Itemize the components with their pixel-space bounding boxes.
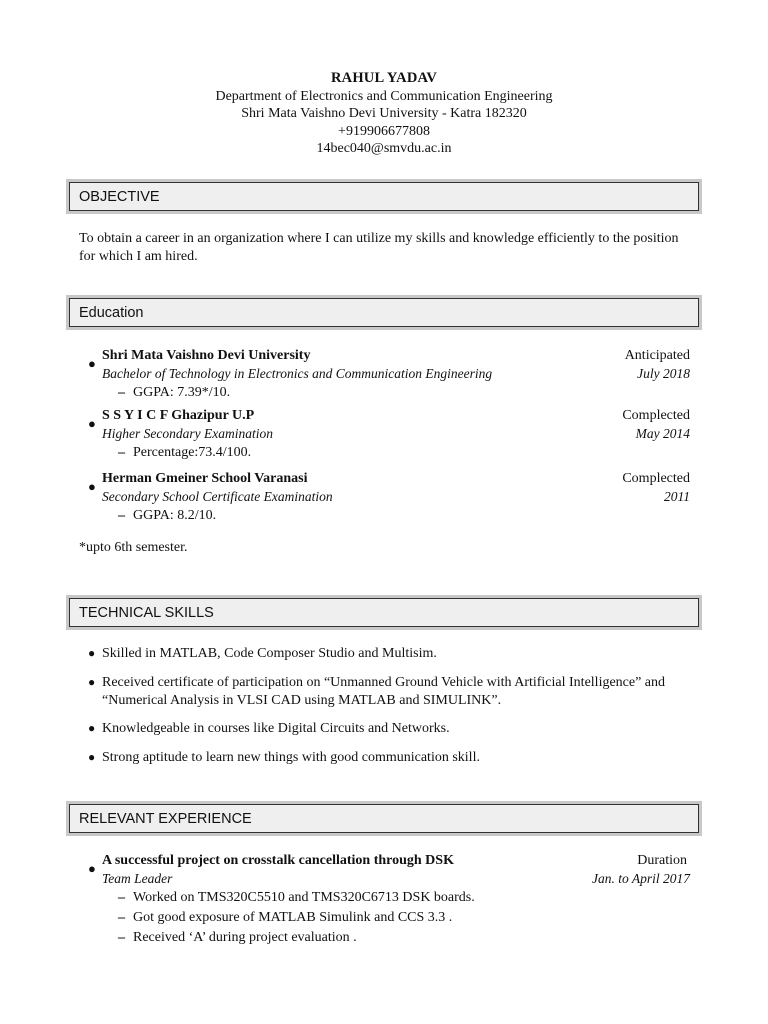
education-status: Anticipated [624, 348, 690, 363]
institution-name: Herman Gmeiner School Varanasi [102, 471, 308, 486]
education-detail: Percentage:73.4/100. [133, 445, 252, 460]
bullet-dot-icon: ● [88, 750, 96, 764]
university-line: Shri Mata Vaishno Devi University - Katra 182320 [241, 106, 527, 121]
education-date: May 2014 [635, 426, 690, 441]
bullet-dot-icon: ● [88, 416, 96, 431]
bullet-dot-icon: ● [88, 675, 96, 689]
degree-name: Higher Secondary Examination [102, 426, 273, 441]
dash-icon: – [118, 445, 125, 460]
education-status: Complected [622, 471, 690, 486]
degree-name: Bachelor of Technology in Electronics and Communication Engineering [102, 366, 493, 381]
education-item [79, 470, 691, 526]
institution-name: S S Y I C F Ghazipur U.P [102, 408, 255, 423]
project-role: Team Leader [102, 871, 173, 886]
bullet-dot-icon: ● [88, 721, 96, 735]
objective-text: To obtain a career in an organization where I can utilize my skills and knowledge efficiently to the position for which I am hired. [79, 231, 679, 264]
education-item [79, 407, 691, 463]
project-dates: Jan. to April 2017 [591, 871, 690, 886]
dash-icon: – [118, 910, 125, 925]
experience-section-header [66, 801, 702, 836]
dash-icon: – [118, 930, 125, 945]
education-date: July 2018 [637, 366, 690, 381]
education-footnote: *upto 6th semester. [79, 540, 188, 555]
phone-number: +919906677808 [338, 123, 430, 139]
skills-section-header [66, 595, 702, 630]
resume-header [0, 70, 768, 158]
objective-title: OBJECTIVE [69, 182, 699, 211]
education-section-header [66, 295, 702, 330]
dash-icon: – [118, 508, 125, 523]
skill-text: Skilled in MATLAB, Code Composer Studio and Multisim. [102, 646, 437, 661]
project-title: A successful project on crosstalk cancellation through DSK [102, 853, 454, 868]
candidate-name: RAHUL YADAV [330, 70, 437, 86]
bullet-dot-icon: ● [88, 479, 96, 494]
dash-icon: – [118, 890, 125, 905]
education-detail: GGPA: 8.2/10. [133, 508, 217, 523]
institution-name: Shri Mata Vaishno Devi University [102, 348, 311, 363]
education-title: Education [69, 298, 699, 327]
education-item [79, 347, 691, 403]
skill-text: Knowledgeable in courses like Digital Circuits and Networks. [102, 721, 450, 736]
department-line: Department of Electronics and Communication Engineering [215, 88, 553, 104]
education-detail: GGPA: 7.39*/10. [133, 385, 231, 400]
skills-title: TECHNICAL SKILLS [69, 598, 699, 627]
bullet-dot-icon: ● [88, 646, 96, 660]
skill-text: Received certificate of participation on “Unmanned Ground Vehicle with Artificial Intelligence” and “Numerical Analysis in VLSI CAD using MATLAB and SIMULINK”. [102, 675, 666, 708]
experience-detail: Worked on TMS320C5510 and TMS320C6713 DSK boards. [133, 890, 475, 905]
objective-section-header [66, 179, 702, 214]
experience-detail: Got good exposure of MATLAB Simulink and CCS 3.3 . [133, 910, 453, 925]
experience-detail: Received ‘A’ during project evaluation . [133, 930, 357, 945]
email-address: 14bec040@smvdu.ac.in [316, 141, 452, 156]
bullet-dot-icon: ● [88, 356, 96, 371]
duration-label: Duration [637, 853, 687, 868]
experience-item [79, 852, 691, 948]
bullet-dot-icon: ● [88, 861, 96, 876]
education-date: 2011 [664, 489, 690, 504]
dash-icon: – [118, 385, 125, 400]
experience-title: RELEVANT EXPERIENCE [69, 804, 699, 833]
skill-text: Strong aptitude to learn new things with good communication skill. [102, 750, 480, 765]
education-status: Complected [622, 408, 690, 423]
degree-name: Secondary School Certificate Examination [102, 489, 333, 504]
